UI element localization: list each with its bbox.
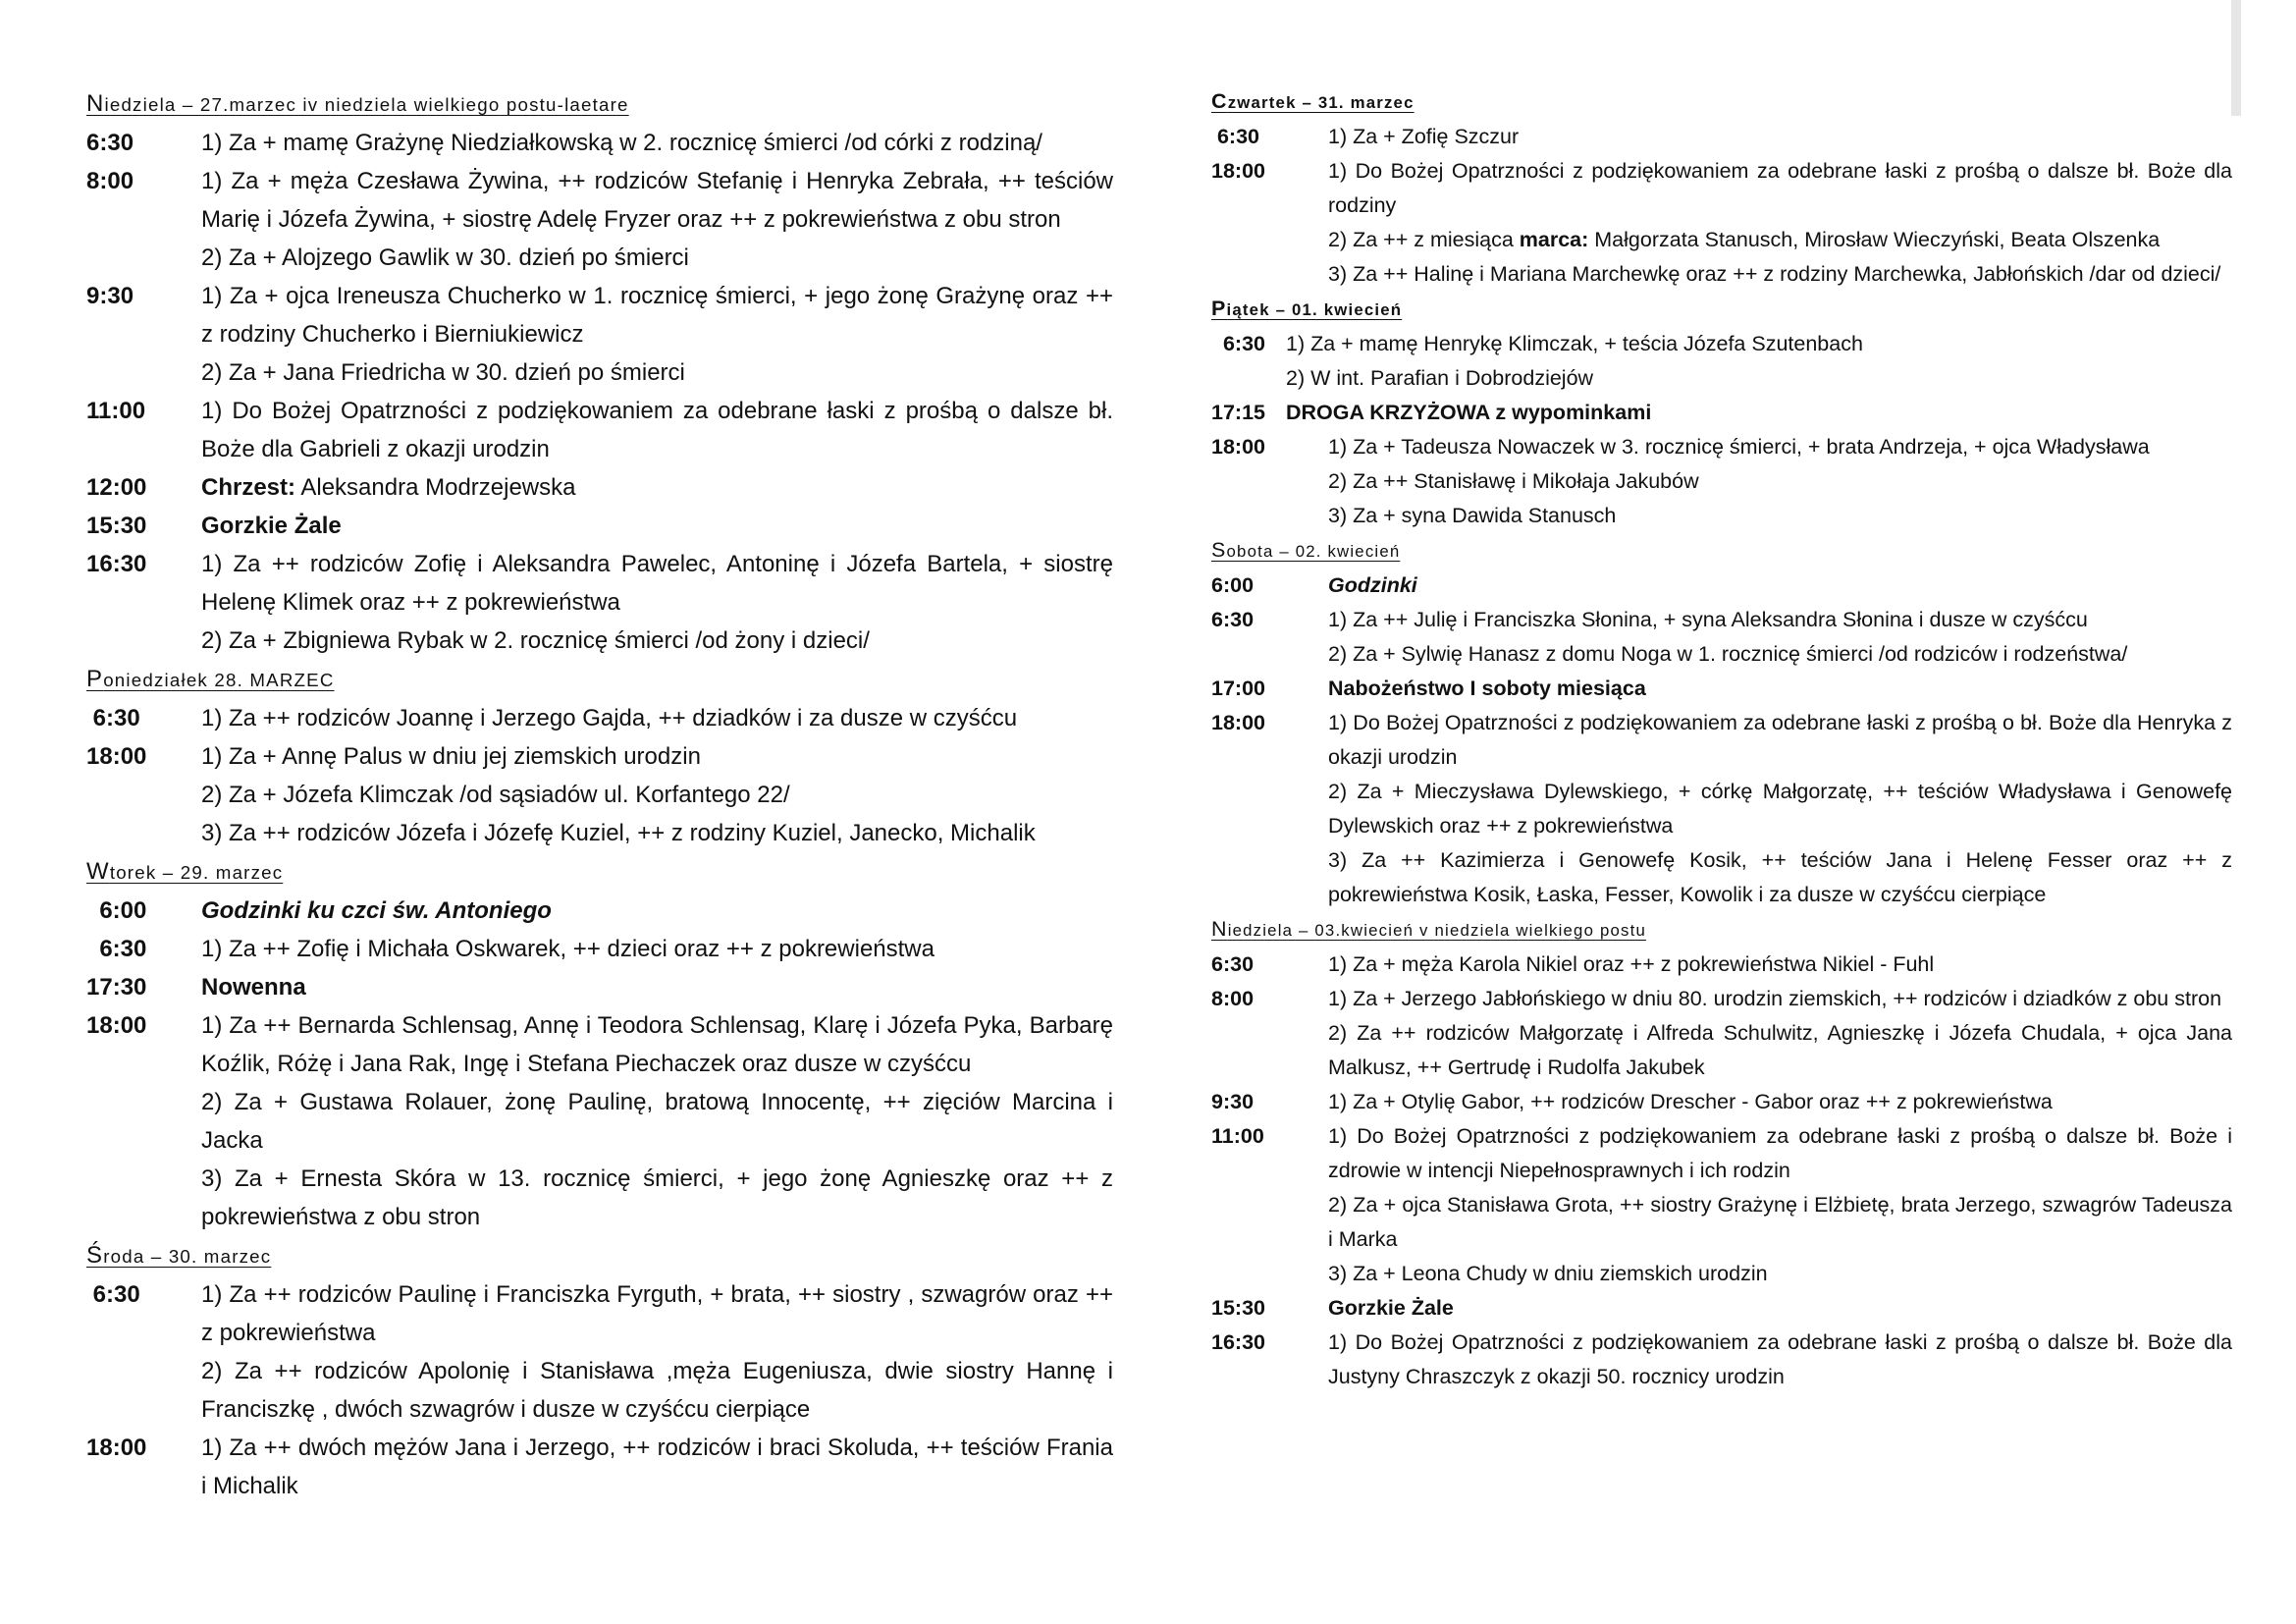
mass-time: 16:30 — [1211, 1330, 1265, 1354]
day-header-text: zwartek – 31. marzec — [1227, 93, 1415, 112]
mass-entry — [1211, 1326, 2232, 1394]
intention-list — [1328, 1291, 2232, 1326]
mass-time: 6:30 — [86, 936, 147, 962]
intention-text: 2) Za ++ z miesiąca — [1328, 228, 1520, 251]
intention — [1328, 223, 2232, 257]
intention — [201, 968, 1113, 1006]
intention — [201, 468, 1113, 507]
intention-list — [201, 968, 1113, 1006]
intention — [1328, 257, 2232, 292]
intention — [1328, 1085, 2232, 1119]
day-header-initial: N — [1211, 917, 1228, 941]
service-name: Godzinki — [1328, 573, 1417, 597]
scrollbar[interactable] — [2231, 0, 2241, 116]
mass-time: 15:30 — [1211, 1296, 1265, 1320]
intention-text: 1) Za ++ rodziców Paulinę i Franciszka Fyrguth, + brata, ++ siostry , szwagrów oraz ++ z pokrewieństwa — [201, 1281, 1113, 1346]
mass-time: 11:00 — [1211, 1124, 1264, 1148]
mass-entry — [1211, 327, 2232, 396]
intention — [201, 699, 1113, 737]
mass-time: 15:30 — [86, 513, 147, 539]
intention — [1286, 396, 2232, 430]
intention — [201, 353, 1113, 392]
intention — [1328, 464, 2232, 499]
intention-text: 3) Za ++ Halinę i Mariana Marchewkę oraz ++ z rodziny Marchewka, Jabłońskich /dar od dzieci/ — [1328, 262, 2221, 286]
mass-entry — [1211, 603, 2232, 672]
mass-entry — [86, 1006, 1113, 1236]
intention-text: 2) Za + Jana Friedricha w 30. dzień po śmierci — [201, 359, 685, 386]
intention-text: 1) Za ++ Bernarda Schlensag, Annę i Teodora Schlensag, Klarę i Józefa Pyka, Barbarę Koźlik, Różę i Jana Rak, Ingę i Stefana Piechaczek oraz dusze w czyśćcu — [201, 1012, 1113, 1077]
intention-list — [1328, 982, 2232, 1085]
intention-list — [1328, 706, 2232, 912]
mass-time: 6:30 — [1211, 332, 1265, 355]
mass-time: 18:00 — [86, 1435, 147, 1461]
intention — [201, 507, 1113, 545]
mass-time: 17:15 — [1211, 401, 1265, 424]
mass-time: 16:30 — [86, 551, 147, 577]
day-header-text: iedziela – 27.marzec iv niedziela wielkiego postu-laetare — [104, 94, 629, 115]
mass-entry — [1211, 706, 2232, 912]
day-header — [1211, 84, 2232, 120]
intention-list — [201, 1429, 1113, 1505]
intention — [201, 124, 1113, 162]
day-header — [86, 660, 1113, 699]
mass-time: 8:00 — [86, 168, 134, 194]
intention-text: 1) Za + męża Karola Nikiel oraz ++ z pokrewieństwa Nikiel - Fuhl — [1328, 952, 1935, 976]
intention-prefix: Chrzest: — [201, 474, 296, 501]
mass-entry — [1211, 154, 2232, 292]
intention-text: 1) Za + Annę Palus w dniu jej ziemskich urodzin — [201, 743, 701, 770]
intention — [201, 1006, 1113, 1083]
day-header-text: roda – 30. marzec — [103, 1246, 272, 1267]
mass-entry — [1211, 568, 2232, 603]
mass-time: 18:00 — [86, 743, 147, 770]
intention — [1328, 982, 2232, 1016]
intention — [201, 1352, 1113, 1429]
mass-entry — [1211, 1119, 2232, 1291]
intention — [1286, 361, 2232, 396]
intention — [1328, 430, 2232, 464]
intention-text: 2) Za + Sylwię Hanasz z domu Noga w 1. rocznicę śmierci /od rodziców i rodzeństwa/ — [1328, 642, 2128, 666]
service-name: Godzinki ku czci św. Antoniego — [201, 897, 552, 924]
intention-text: 1) Za + Otylię Gabor, ++ rodziców Drescher - Gabor oraz ++ z pokrewieństwa — [1328, 1090, 2053, 1113]
intention-text: 2) Za ++ rodziców Małgorzatę i Alfreda Schulwitz, Agnieszkę i Józefa Chudala, + ojca Jana Malkusz, ++ Gertrudę i Rudolfa Jakubek — [1328, 1021, 2232, 1079]
mass-entry — [86, 737, 1113, 852]
intention — [201, 1275, 1113, 1352]
mass-entry — [1211, 396, 2232, 430]
mass-time: 18:00 — [1211, 435, 1265, 459]
intention — [1328, 706, 2232, 775]
intention-list — [1328, 1085, 2232, 1119]
mass-entry — [86, 124, 1113, 162]
mass-time: 9:30 — [86, 283, 134, 309]
day-header-initial: P — [86, 666, 104, 692]
mass-entry — [86, 930, 1113, 968]
intention-text: 2) Za ++ Stanisławę i Mikołaja Jakubów — [1328, 469, 1699, 493]
mass-entry — [86, 1429, 1113, 1505]
intention — [1328, 637, 2232, 672]
intention-text: 1) Do Bożej Opatrzności z podziękowaniem za odebrane łaski z prośbą o dalsze bł. Boże i zdrowie w intencji Niepełnosprawnych i ich rodzin — [1328, 1124, 2232, 1182]
intention-bold: marca: — [1519, 228, 1589, 251]
mass-time: 6:30 — [86, 130, 134, 156]
intention-list — [201, 545, 1113, 660]
service-name: DROGA KRZYŻOWA z wypominkami — [1286, 401, 1652, 424]
day-header-text: iedziela – 03.kwiecień v niedziela wielkiego postu — [1227, 921, 1646, 940]
intention-text: 2) Za + Zbigniewa Rybak w 2. rocznicę śmierci /od żony i dzieci/ — [201, 627, 870, 654]
intention-text: 1) Za ++ dwóch mężów Jana i Jerzego, ++ rodziców i braci Skoluda, ++ teściów Frania i Michalik — [201, 1435, 1113, 1499]
intention-list — [201, 507, 1113, 545]
intention — [1328, 1188, 2232, 1257]
mass-entry — [1211, 1085, 2232, 1119]
intention — [1328, 1326, 2232, 1394]
intention-text: 2) Za + Mieczysława Dylewskiego, + córkę Małgorzatę, ++ teściów Władysława i Genowefę Dylewskich oraz ++ z pokrewieństwa — [1328, 780, 2232, 838]
intention-text: 1) Za ++ Julię i Franciszka Słonina, + syna Aleksandra Słonina i dusze w czyśćcu — [1328, 608, 2088, 631]
day-header-initial: P — [1211, 297, 1227, 320]
mass-entry — [86, 968, 1113, 1006]
right-column — [1211, 84, 2232, 1394]
day-header — [86, 84, 1113, 124]
intention-text: 1) Do Bożej Opatrzności z podziękowaniem za odebrane łaski z prośbą o dalsze bł. Boże dla Gabrieli z okazji urodzin — [201, 398, 1113, 462]
day-header — [1211, 912, 2232, 947]
intention-list — [201, 699, 1113, 737]
intention-text: 1) Za ++ rodziców Joannę i Jerzego Gajda, ++ dziadków i za dusze w czyśćcu — [201, 705, 1018, 731]
mass-entry — [1211, 982, 2232, 1085]
intention — [201, 892, 1113, 930]
intention-text: 1) Za + męża Czesława Żywina, ++ rodziców Stefanię i Henryka Zebrała, ++ teściów Marię i Józefa Żywina, + siostrę Adelę Fryzer oraz ++ z pokrewieństwa z obu stron — [201, 168, 1113, 233]
mass-entry — [86, 1275, 1113, 1429]
day-header-text: torek – 29. marzec — [109, 862, 284, 883]
intention-list — [201, 124, 1113, 162]
intention-list — [1328, 603, 2232, 672]
day-header-initial: C — [1211, 89, 1228, 113]
intention-list — [201, 892, 1113, 930]
intention — [201, 814, 1113, 852]
mass-time: 6:30 — [1211, 125, 1260, 148]
intention-list — [1328, 568, 2232, 603]
service-name: Gorzkie Żale — [201, 513, 342, 539]
intention — [1286, 327, 2232, 361]
service-name: Nowenna — [201, 974, 306, 1001]
intention-list — [1328, 672, 2232, 706]
intention-list — [1328, 947, 2232, 982]
intention-text: 1) Do Bożej Opatrzności z podziękowaniem za odebrane łaski z prośbą o dalsze bł. Boże dla Justyny Chraszczyk z okazji 50. rocznicy urodzin — [1328, 1330, 2232, 1388]
intention — [1328, 1291, 2232, 1326]
intention — [1328, 603, 2232, 637]
mass-entry — [1211, 1291, 2232, 1326]
mass-entry — [86, 162, 1113, 277]
day-header-initial: Ś — [86, 1242, 104, 1269]
mass-entry — [1211, 430, 2232, 533]
mass-time: 8:00 — [1211, 987, 1255, 1010]
day-header-initial: S — [1211, 538, 1227, 562]
intention — [1328, 568, 2232, 603]
intention — [1328, 499, 2232, 533]
intention — [201, 277, 1113, 353]
intention-text: 1) Za + Jerzego Jabłońskiego w dniu 80. urodzin ziemskich, ++ rodziców i dziadków z obu stron — [1328, 987, 2222, 1010]
intention-text: 2) Za + Gustawa Rolauer, żonę Paulinę, bratową Innocentę, ++ zięciów Marcina i Jacka — [201, 1089, 1113, 1154]
intention-text: 2) Za + ojca Stanisława Grota, ++ siostry Grażynę i Elżbietę, brata Jerzego, szwagrów Tadeusza i Marka — [1328, 1193, 2232, 1251]
day-header-text: obota – 02. kwiecień — [1226, 542, 1401, 561]
intention-text: 1) Za + mamę Grażynę Niedziałkowską w 2. rocznicę śmierci /od córki z rodziną/ — [201, 130, 1042, 156]
day-header — [86, 1236, 1113, 1275]
mass-time: 6:00 — [1211, 573, 1255, 597]
intention-text: 1) Za ++ rodziców Zofię i Aleksandra Pawelec, Antoninę i Józefa Bartela, + siostrę Helenę Klimek oraz ++ z pokrewieństwa — [201, 551, 1113, 616]
day-header-initial: W — [86, 858, 110, 885]
intention — [201, 392, 1113, 468]
mass-entry — [86, 277, 1113, 392]
intention-list — [201, 930, 1113, 968]
intention-list — [201, 392, 1113, 468]
intention-list — [1328, 1326, 2232, 1394]
intention — [201, 622, 1113, 660]
intention — [1328, 947, 2232, 982]
mass-entry — [1211, 120, 2232, 154]
day-header — [1211, 292, 2232, 327]
intention-text: 2) Za ++ rodziców Apolonię i Stanisława ,męża Eugeniusza, dwie siostry Hannę i Franciszkę , dwóch szwagrów i dusze w czyśćcu cierpiące — [201, 1358, 1113, 1423]
intention — [201, 737, 1113, 776]
intention-list — [201, 468, 1113, 507]
mass-entry — [86, 507, 1113, 545]
mass-entry — [86, 892, 1113, 930]
service-name: Gorzkie Żale — [1328, 1296, 1454, 1320]
intention-text: 3) Za ++ Kazimierza i Genowefę Kosik, ++ teściów Jana i Helenę Fesser oraz ++ z pokrewieństwa Kosik, Łaska, Fesser, Kowolik i za dusze w czyśćcu cierpiące — [1328, 848, 2232, 906]
intention-list — [1286, 396, 2232, 430]
intention — [1328, 120, 2232, 154]
mass-time: 18:00 — [1211, 159, 1265, 183]
intention-text: 3) Za + Leona Chudy w dniu ziemskich urodzin — [1328, 1262, 1768, 1285]
intention-list — [1328, 120, 2232, 154]
intention-list — [1286, 327, 2232, 396]
mass-entry — [86, 545, 1113, 660]
mass-entry — [86, 468, 1113, 507]
mass-entry — [1211, 947, 2232, 982]
mass-time: 17:30 — [86, 974, 147, 1001]
intention-list — [201, 277, 1113, 392]
intention-text: 3) Za + Ernesta Skóra w 13. rocznicę śmierci, + jego żonę Agnieszkę oraz ++ z pokrewieństwa z obu stron — [201, 1165, 1113, 1230]
intention — [201, 239, 1113, 277]
left-column — [86, 84, 1113, 1505]
day-header-initial: N — [86, 90, 105, 117]
service-name: Nabożeństwo I soboty miesiąca — [1328, 677, 1646, 700]
mass-time: 18:00 — [1211, 711, 1265, 734]
mass-entry — [1211, 672, 2232, 706]
mass-time: 6:30 — [1211, 608, 1255, 631]
day-header — [86, 852, 1113, 892]
intention-list — [1328, 1119, 2232, 1291]
intention — [201, 545, 1113, 622]
day-header-text: oniedziałek 28. MARZEC — [103, 670, 335, 690]
intention — [1328, 1257, 2232, 1291]
day-header-text: iątek – 01. kwiecień — [1226, 300, 1403, 319]
intention-text: 1) Do Bożej Opatrzności z podziękowaniem za odebrane łaski z prośbą o dalsze bł. Boże dla rodziny — [1328, 159, 2232, 217]
intention-text: 3) Za ++ rodziców Józefa i Józefę Kuziel, ++ z rodziny Kuziel, Janecko, Michalik — [201, 820, 1036, 846]
intention-list — [1328, 154, 2232, 292]
intention — [201, 1429, 1113, 1505]
intention — [1328, 1016, 2232, 1085]
intention-text: 1) Za + ojca Ireneusza Chucherko w 1. rocznicę śmierci, + jego żonę Grażynę oraz ++ z rodziny Chucherko i Bierniukiewicz — [201, 283, 1113, 348]
intention — [1328, 775, 2232, 843]
intention-text: 1) Za + Zofię Szczur — [1328, 125, 1520, 148]
mass-time: 11:00 — [86, 398, 146, 424]
intention — [201, 1160, 1113, 1236]
intention-text: 1) Za + mamę Henrykę Klimczak, + teścia Józefa Szutenbach — [1286, 332, 1863, 355]
intention-text: 1) Za ++ Zofię i Michała Oskwarek, ++ dzieci oraz ++ z pokrewieństwa — [201, 936, 934, 962]
intention — [201, 162, 1113, 239]
mass-entry — [86, 699, 1113, 737]
intention-text: 2) Za + Józefa Klimczak /od sąsiadów ul. Korfantego 22/ — [201, 782, 790, 808]
mass-time: 6:30 — [1211, 952, 1255, 976]
intention — [201, 776, 1113, 814]
day-header — [1211, 533, 2232, 568]
intention-text: 1) Za + Tadeusza Nowaczek w 3. rocznicę śmierci, + brata Andrzeja, + ojca Władysława — [1328, 435, 2150, 459]
intention — [1328, 1119, 2232, 1188]
mass-time: 6:30 — [86, 705, 140, 731]
intention-list — [201, 162, 1113, 277]
intention — [201, 1083, 1113, 1160]
mass-time: 6:30 — [86, 1281, 140, 1308]
intention-text: 1) Do Bożej Opatrzności z podziękowaniem za odebrane łaski z prośbą o bł. Boże dla Henryka z okazji urodzin — [1328, 711, 2232, 769]
intention-list — [201, 1275, 1113, 1429]
intention — [201, 930, 1113, 968]
intention-list — [1328, 430, 2232, 533]
intention — [1328, 843, 2232, 912]
intention — [1328, 154, 2232, 223]
mass-time: 9:30 — [1211, 1090, 1255, 1113]
intention-text: 2) Za + Alojzego Gawlik w 30. dzień po śmierci — [201, 244, 689, 271]
intention-list — [201, 1006, 1113, 1236]
mass-time: 6:00 — [86, 897, 147, 924]
intention-text: 3) Za + syna Dawida Stanusch — [1328, 504, 1617, 527]
intention-text-cont: Małgorzata Stanusch, Mirosław Wieczyński, Beata Olszenka — [1588, 228, 2161, 251]
intention-text: Aleksandra Modrzejewska — [295, 474, 576, 501]
intention — [1328, 672, 2232, 706]
mass-entry — [86, 392, 1113, 468]
intention-text: 2) W int. Parafian i Dobrodziejów — [1286, 366, 1594, 390]
intention-list — [201, 737, 1113, 852]
mass-time: 12:00 — [86, 474, 147, 501]
mass-time: 17:00 — [1211, 677, 1265, 700]
mass-time: 18:00 — [86, 1012, 147, 1039]
